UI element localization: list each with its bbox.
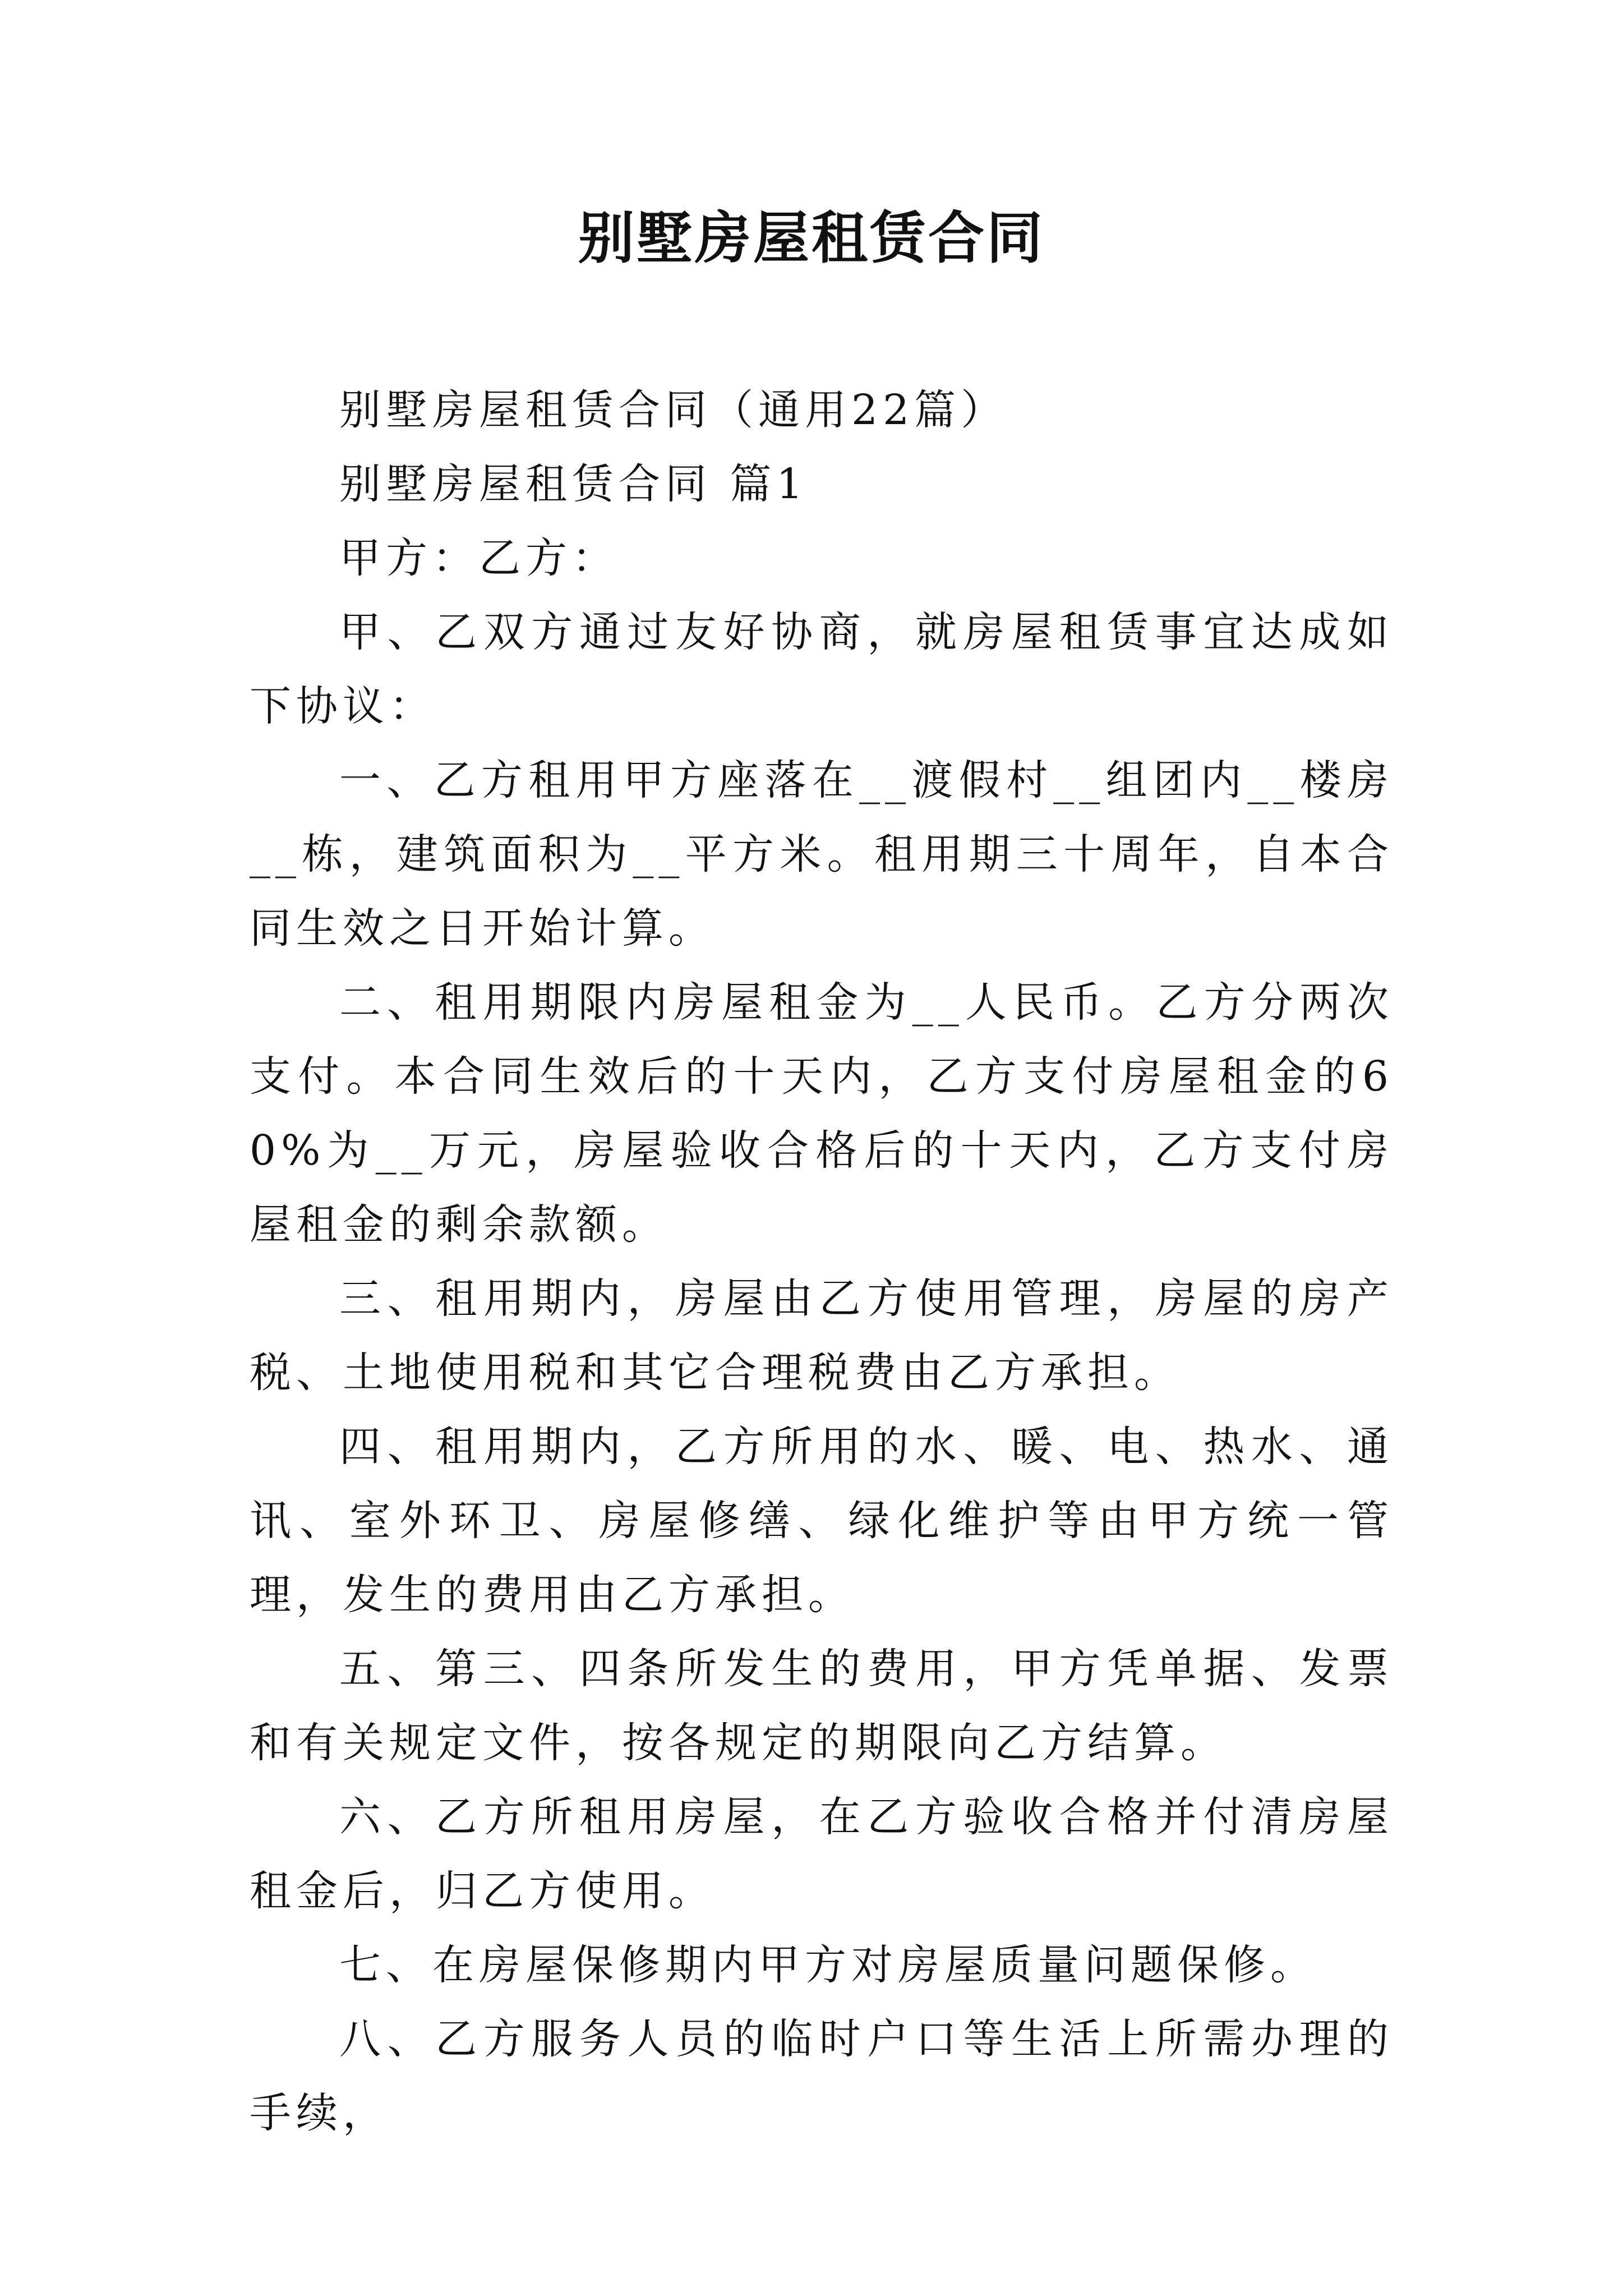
paragraph-section-title: 别墅房屋租赁合同 篇1 xyxy=(339,460,808,508)
paragraph-clause-1: 一、乙方租用甲方座落在__渡假村__组团内__楼房__栋，建筑面积为__平方米。租用期三十周年，自本合同生效之日开始计算。 xyxy=(250,756,1394,953)
paragraph-clause-5: 五、第三、四条所发生的费用，甲方凭单据、发票和有关规定文件，按各规定的期限向乙方结算。 xyxy=(250,1645,1394,1767)
paragraph-clause-6: 六、乙方所租用房屋，在乙方验收合格并付清房屋租金后，归乙方使用。 xyxy=(250,1793,1394,1915)
paragraph-clause-4: 四、租用期内，乙方所用的水、暖、电、热水、通讯、室外环卫、房屋修缮、绿化维护等由甲方统一管理，发生的费用由乙方承担。 xyxy=(250,1423,1394,1619)
paragraph-clause-3: 三、租用期内，房屋由乙方使用管理，房屋的房产税、土地使用税和其它合理税费由乙方承担。 xyxy=(250,1274,1394,1397)
paragraph-intro: 甲、乙双方通过友好协商，就房屋租赁事宜达成如下协议： xyxy=(250,608,1394,730)
paragraph-clause-2: 二、租用期限内房屋租金为__人民币。乙方分两次支付。本合同生效后的十天内，乙方支付房屋租金的60%为__万元，房屋验收合格后的十天内，乙方支付房屋租金的剩余款额。 xyxy=(250,978,1394,1249)
document-body xyxy=(250,373,1394,2150)
paragraph-parties: 甲方：乙方： xyxy=(339,534,619,582)
paragraph-clause-7: 七、在房屋保修期内甲方对房屋质量问题保修。 xyxy=(339,1941,1317,1989)
paragraph-heading: 别墅房屋租赁合同（通用22篇） xyxy=(339,386,1008,434)
document-title: 别墅房屋租赁合同 xyxy=(578,205,1045,271)
paragraph-clause-8: 八、乙方服务人员的临时户口等生活上所需办理的手续， xyxy=(250,2015,1394,2137)
